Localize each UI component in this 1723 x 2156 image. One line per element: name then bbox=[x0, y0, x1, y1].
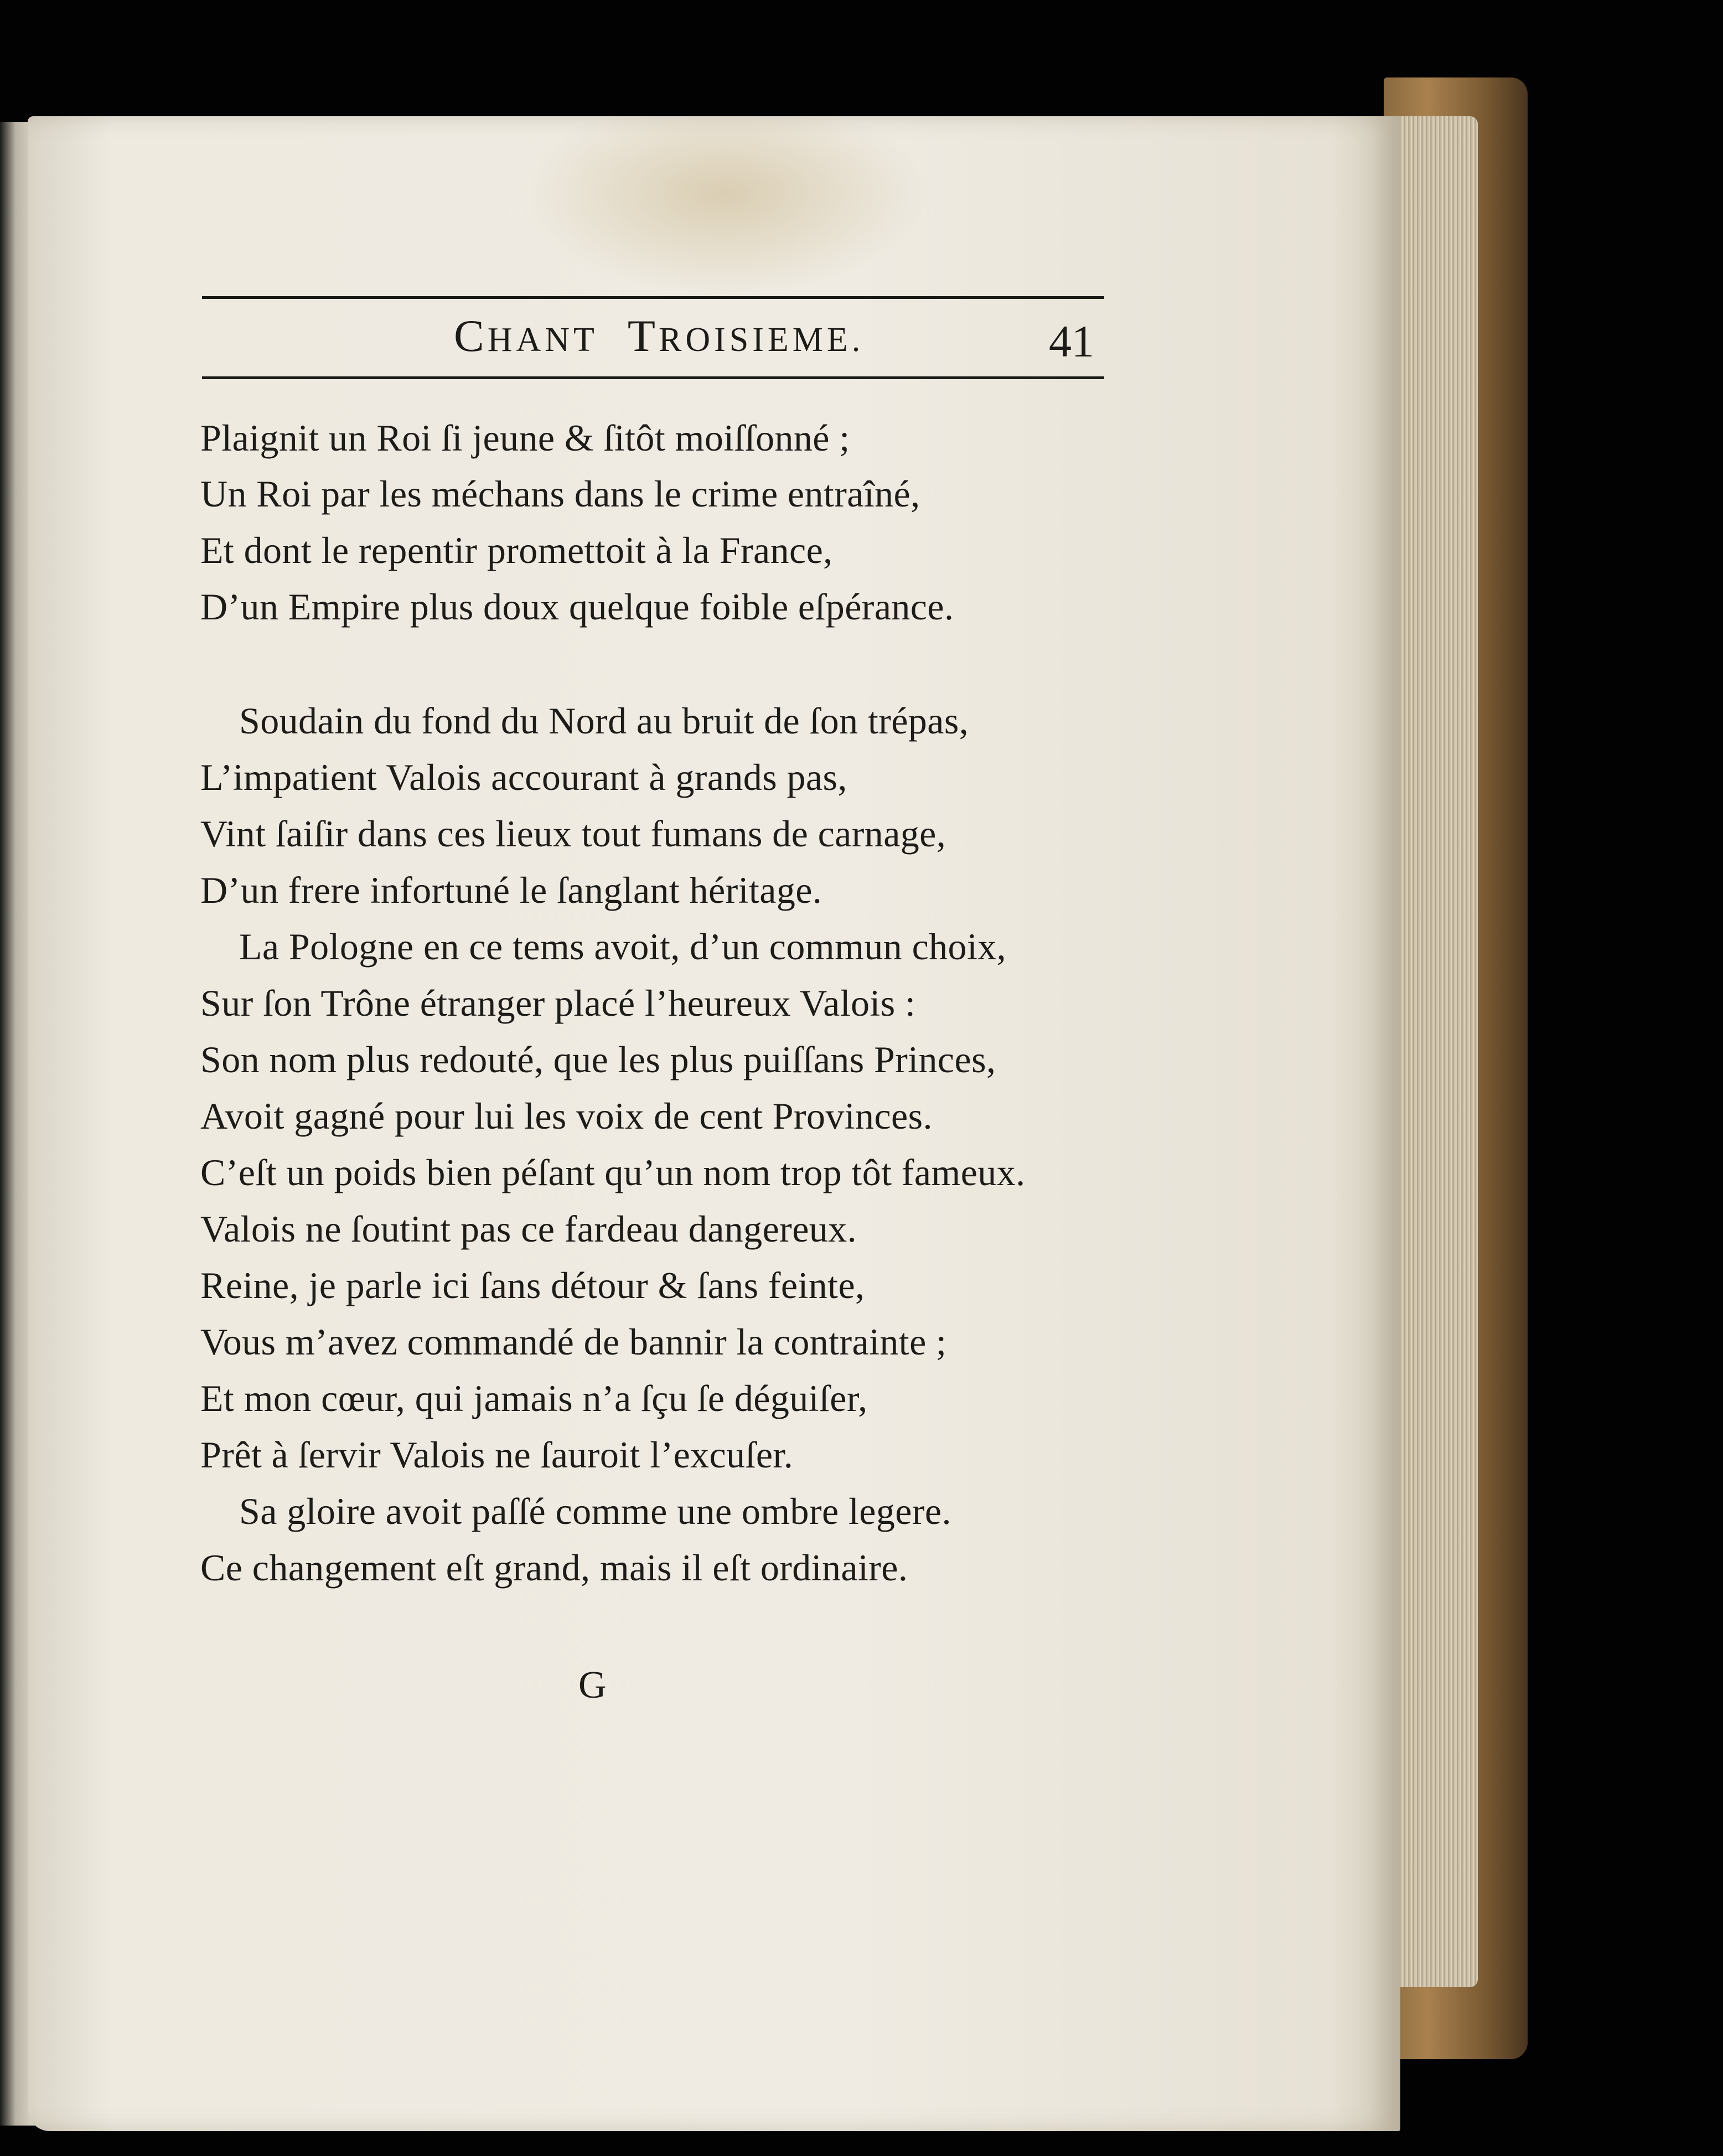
running-head bbox=[454, 310, 864, 362]
verse-line: Et dont le repentir promettoit à la France, bbox=[200, 529, 833, 571]
verse-line: Soudain du fond du Nord au bruit de ſon trépas, bbox=[239, 700, 969, 742]
header-rule-bottom bbox=[202, 376, 1104, 379]
running-head-word-2: ROISIEME. bbox=[659, 321, 865, 359]
signature-mark: G bbox=[578, 1664, 607, 1707]
page-number: 41 bbox=[1049, 316, 1094, 366]
verse-line: Valois ne ſoutint pas ce fardeau dangereux. bbox=[200, 1208, 857, 1250]
verse-line: Vint ſaiſir dans ces lieux tout fumans de carnage, bbox=[200, 813, 946, 855]
verse-line: Sa gloire avoit paſſé comme une ombre legere. bbox=[239, 1490, 951, 1532]
verse-line: Et mon cœur, qui jamais n’a ſçu ſe déguiſer, bbox=[200, 1377, 868, 1419]
verse-line: L’impatient Valois accourant à grands pas, bbox=[200, 756, 847, 798]
verse-line: D’un Empire plus doux quelque foible eſpérance. bbox=[200, 586, 954, 628]
verse-line: Avoit gagné pour lui les voix de cent Provinces. bbox=[200, 1095, 933, 1137]
verse-line: Vous m’avez commandé de bannir la contrainte ; bbox=[200, 1321, 947, 1363]
running-head-initial-1: C bbox=[454, 311, 488, 361]
verse-line: Plaignit un Roi ſi jeune & ſitôt moiſſonné ; bbox=[200, 417, 850, 459]
verse-line: Ce changement eſt grand, mais il eſt ordinaire. bbox=[200, 1547, 908, 1589]
verse-line: D’un frere infortuné le ſanglant héritage. bbox=[200, 869, 822, 911]
verse-line: C’eſt un poids bien péſant qu’un nom trop tôt fameux. bbox=[200, 1151, 1026, 1193]
running-head-initial-2: T bbox=[627, 311, 659, 361]
verse-line: Son nom plus redouté, que les plus puiſſans Princes, bbox=[200, 1038, 996, 1080]
verse-line: Reine, je parle ici ſans détour & ſans feinte, bbox=[200, 1264, 865, 1306]
header-rule-top bbox=[202, 296, 1104, 299]
running-head-word-1: HANT bbox=[487, 321, 598, 359]
verse-line: Un Roi par les méchans dans le crime entraîné, bbox=[200, 473, 920, 515]
verse-line: La Pologne en ce tems avoit, d’un commun choix, bbox=[239, 926, 1007, 968]
verse-line: Prêt à ſervir Valois ne ſauroit l’excuſer. bbox=[200, 1434, 794, 1476]
verse-line: Sur ſon Trône étranger placé l’heureux Valois : bbox=[200, 982, 916, 1024]
